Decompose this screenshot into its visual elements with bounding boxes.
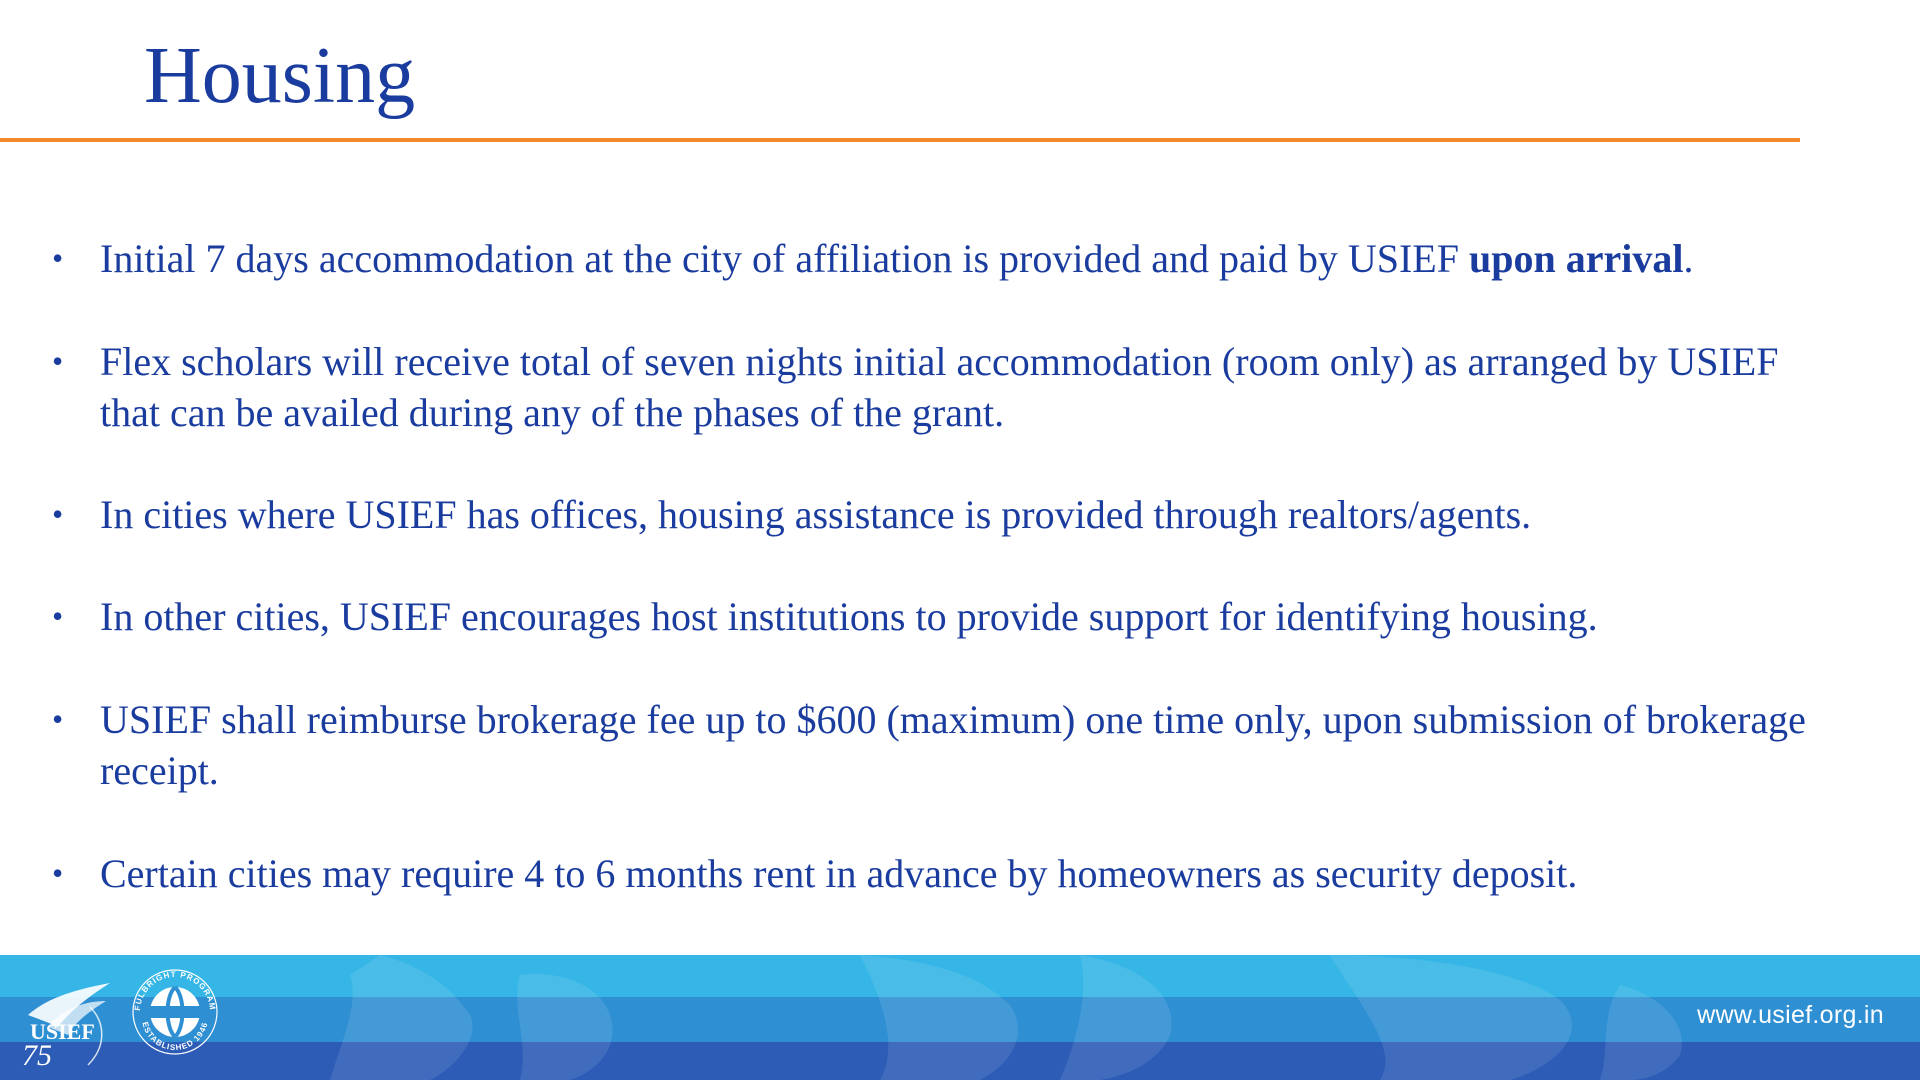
website-link[interactable]: www.usief.org.in <box>1697 1001 1884 1029</box>
bullet-text: In cities where USIEF has offices, housing assistance is provided through realtors/agents. <box>100 492 1532 537</box>
usief-logo-text: USIEF <box>30 1019 95 1044</box>
bullet-marker: • <box>52 240 64 276</box>
fulbright-seal-bottom-text: ESTABLISHED 1946 <box>140 1020 210 1053</box>
slide-title: Housing <box>144 32 416 120</box>
bullet-text <box>100 233 1820 284</box>
footer-banner <box>0 955 1920 1080</box>
bullet-marker: • <box>52 598 64 634</box>
bullet-text: Flex scholars will receive total of seven nights initial accommodation (room only) as arranged by USIEF that can be availed during any of the phases of the grant. <box>100 339 1779 435</box>
bullet-marker: • <box>52 701 64 737</box>
bullet-text: In other cities, USIEF encourages host institutions to provide support for identifying housing. <box>100 594 1598 639</box>
usief-logo-number: 75 <box>22 1039 52 1072</box>
bullet-emphasis: upon arrival <box>1468 236 1684 281</box>
bullet-marker: • <box>52 855 64 891</box>
title-divider <box>0 138 1800 142</box>
bullet-marker: • <box>52 343 64 379</box>
fulbright-seal-top-text: FULBRIGHT PROGRAM <box>132 969 218 1012</box>
world-map-watermark <box>0 955 1920 1080</box>
bullet-text-main: Initial 7 days accommodation at the city of affiliation is provided and paid by USIEF <box>100 236 1469 281</box>
bullet-text: USIEF shall reimburse brokerage fee up to $600 (maximum) one time only, upon submission of brokerage receipt. <box>100 697 1806 793</box>
fulbright-seal-icon <box>130 967 220 1057</box>
bullet-marker: • <box>52 496 64 532</box>
bullet-text: Certain cities may require 4 to 6 months rent in advance by homeowners as security deposit. <box>100 851 1578 896</box>
usief-75-logo <box>18 967 118 1077</box>
bullet-text-tail: . <box>1683 236 1694 281</box>
